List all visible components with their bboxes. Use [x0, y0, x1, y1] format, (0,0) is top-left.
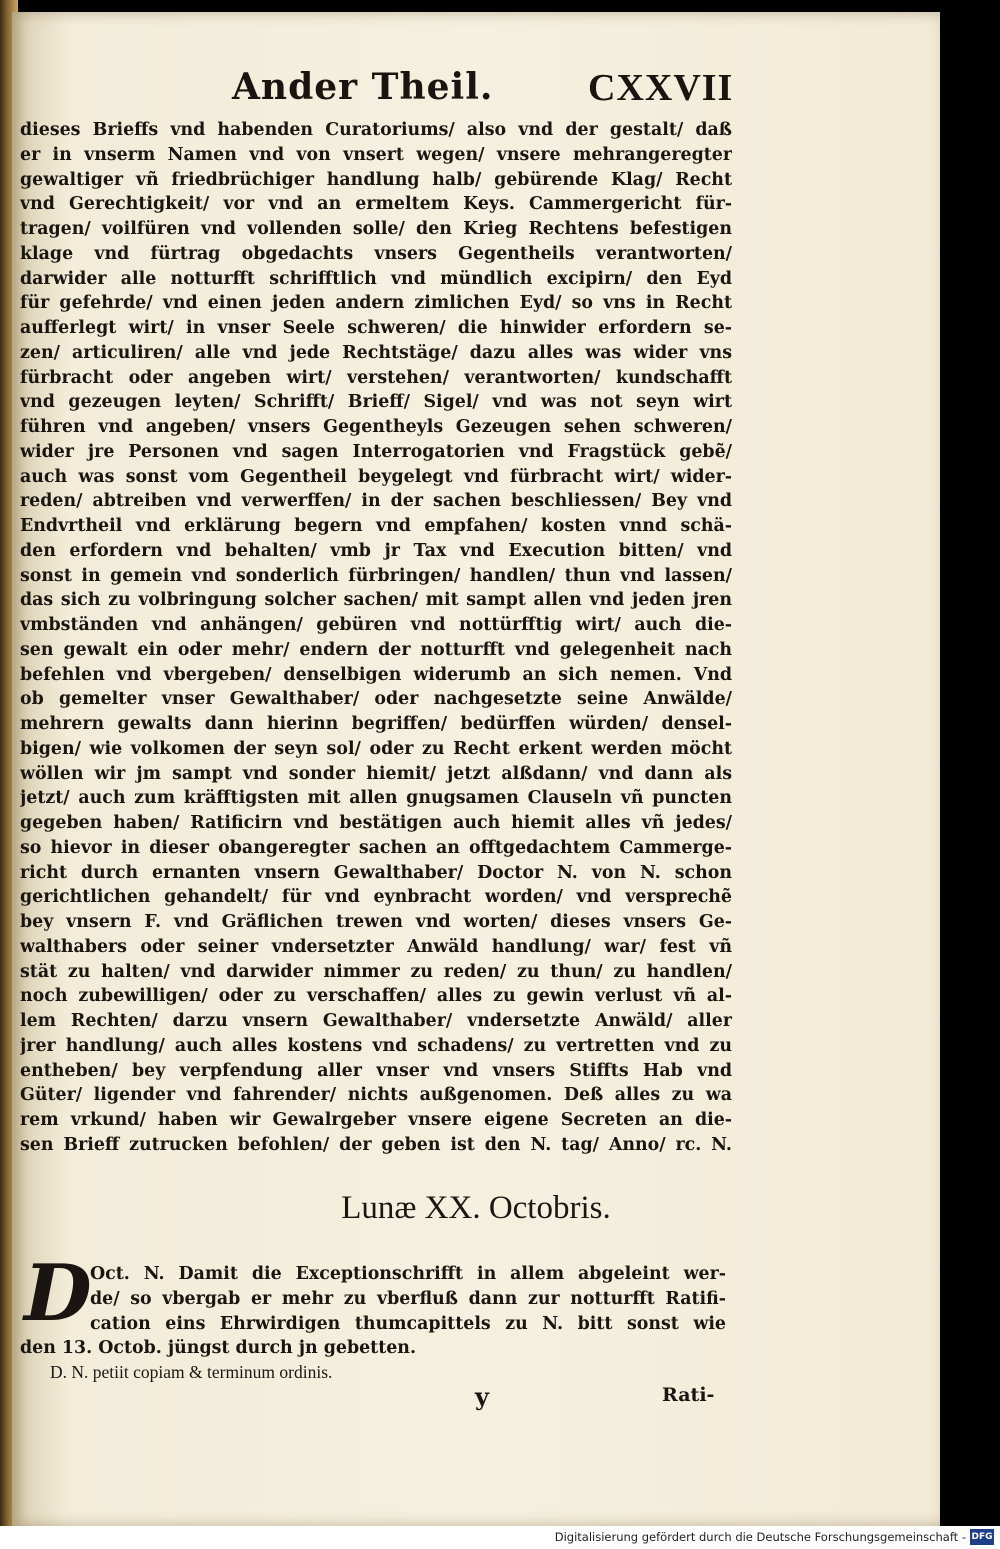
text-line: klage vnd fürtrag obgedachts vnsers Gegentheils verantworten/	[20, 243, 732, 264]
text-line: vmbständen vnd anhängen/ gebüren vnd nottürfftig wirt/ auch die-	[20, 615, 732, 635]
text-line: jrer handlung/ auch alles kostens vnd schadens/ zu vertretten vnd zu	[20, 1035, 732, 1056]
text-line: sen gewalt ein oder mehr/ endern der notturfft vnd gelegenheit nach	[20, 639, 732, 660]
text-line: noch zubewilligen/ oder zu verschaffen/ alles zu gewin verlust vñ al-	[20, 986, 732, 1007]
text-line: entheben/ bey verpfendung aller vnser vnd vnsers Stiffts Hab vnd	[20, 1060, 732, 1081]
footer-credit: Digitalisierung gefördert durch die Deutsche Forschungsgemeinschaft -	[554, 1530, 966, 1544]
text-line: darwider alle notturfft schrifftlich vnd mündlich excipirn/ den Eyd	[20, 268, 732, 289]
text-line: er in vnserm Namen vnd von vnsert wegen/ vnsere mehrangeregter	[20, 144, 732, 165]
text-line: gewaltiger vñ friedbrüchiger handlung halb/ gebürende Klag/ Recht	[20, 169, 732, 190]
footer-bar	[0, 1526, 1000, 1549]
text-line: bigen/ wie volkomen der seyn sol/ oder zu Recht erkent werden möcht	[20, 738, 732, 759]
text-line: sen Brieff zutrucken befohlen/ der geben ist den N. tag/ Anno/ rc. N.	[20, 1134, 732, 1155]
text-line: zen/ articuliren/ alle vnd jede Rechtstäge/ dazu alles was wider vns	[20, 342, 732, 363]
body-text	[20, 118, 732, 1158]
text-line: führen vnd angeben/ vnsers Gegentheyls Gezeugen sehen schweren/	[20, 417, 732, 437]
text-line: den 13. Octob. jüngst durch jn gebetten.	[20, 1338, 417, 1359]
text-line: den erfordern vnd behalten/ vmb jr Tax vnd Execution bitten/ vnd	[20, 540, 732, 561]
text-line: fürbracht oder angeben wirt/ verstehen/ verantworten/ kundschafft	[20, 367, 732, 388]
text-line: cation eins Ehrwirdigen thumcapittels zu N. bitt sonst wie	[90, 1313, 726, 1334]
folio-number: CXXVII	[588, 67, 734, 109]
text-line: gerichtlichen gehandelt/ für vnd eynbracht worden/ vnd versprechẽ	[20, 887, 732, 908]
text-line: Oct. N. Damit die Exceptionschrifft in allem abgeleint wer-	[90, 1264, 726, 1284]
text-line: aufferlegt wirt/ in vnser Seele schweren/ die hinwider erfordern se-	[20, 318, 732, 338]
text-line: richt durch ernanten vnsern Gewalthaber/ Doctor N. von N. schon	[20, 862, 732, 883]
text-line: bey vnsern F. vnd Gräflichen trewen vnd worten/ dieses vnsers Ge-	[20, 912, 732, 932]
text-line: tragen/ voilfüren vnd vollenden solle/ den Krieg Rechtens befestigen	[20, 219, 732, 239]
text-line: Güter/ ligender vnd fahrender/ nichts außgenomen. Deß alles zu wa	[20, 1085, 732, 1106]
text-line: vnd Gerechtigkeit/ vor vnd an ermeltem Keys. Cammergericht für-	[20, 194, 732, 215]
text-line: dieses Brieffs vnd habenden Curatoriums/ also vnd der gestalt/ daß	[20, 120, 732, 140]
text-line: wöllen wir jm sampt vnd sonder hiemit/ jetzt alßdann/ vnd dann als	[20, 763, 732, 784]
text-line: de/ so vbergab er mehr zu vberfluß dann zur notturfft Ratifi-	[90, 1288, 726, 1309]
text-line: rem vrkund/ haben wir Gewalrgeber vnsere eigene Secreten an die-	[20, 1110, 732, 1130]
text-line: jetzt/ auch zum kräfftigsten mit allen gnugsamen Clauseln vñ puncten	[20, 788, 732, 809]
marginal-note: D. N. petiit copiam & terminum ordinis.	[50, 1362, 333, 1382]
text-line: sonst in gemein vnd sonderlich fürbringen/ handlen/ thun vnd lassen/	[20, 565, 732, 586]
running-title: Ander Theil.	[232, 66, 494, 108]
text-line: vnd gezeugen leyten/ Schrifft/ Brieff/ Sigel/ vnd was not seyn wirt	[20, 392, 732, 413]
text-line: befehlen vnd vbergeben/ denselbigen widerumb an sich nemen. Vnd	[20, 664, 732, 685]
signature-mark: y	[475, 1382, 489, 1411]
text-line: walthabers oder seiner vndersetzter Anwäld handlung/ war/ fest vñ	[20, 936, 732, 957]
text-line: ob gemelter vnser Gewalthaber/ oder nachgesetzte seine Anwälde/	[20, 689, 732, 710]
dfg-logo-icon: DFG	[970, 1529, 994, 1545]
text-line: für gefehrde/ vnd einen jeden andern zimlichen Eyd/ so vns in Recht	[20, 293, 732, 314]
catchword: Rati-	[662, 1384, 715, 1406]
text-line: stät zu halten/ vnd darwider nimmer zu reden/ zu thun/ zu handlen/	[20, 961, 732, 982]
text-line: mehrern gewalts dann hierinn begriffen/ bedürffen würden/ densel-	[20, 714, 732, 734]
text-line: so hievor in dieser obangeregter sachen an offtgedachtem Cammerge-	[20, 837, 732, 858]
text-line: reden/ abtreiben vnd verwerffen/ in der sachen beschliessen/ Bey vnd	[20, 491, 732, 512]
text-line: wider jre Personen vnd sagen Interrogatorien vnd Fragstück gebẽ/	[20, 441, 732, 462]
text-line: auch was sonst vom Gegentheil beygelegt vnd fürbracht wirt/ wider-	[20, 466, 732, 487]
decorated-initial: D	[24, 1248, 92, 1339]
second-paragraph	[20, 1262, 726, 1361]
text-line: Endvrtheil vnd erklärung begern vnd empfahen/ kosten vnnd schä-	[20, 516, 732, 536]
scan-background	[940, 12, 1000, 1526]
text-line: lem Rechten/ darzu vnsern Gewalthaber/ vndersetzte Anwäld/ aller	[20, 1011, 732, 1031]
text-line: das sich zu volbringung solcher sachen/ mit sampt allen vnd jeden jren	[20, 590, 732, 611]
text-line: gegeben haben/ Ratificirn vnd bestätigen auch hiemit alles vñ jedes/	[20, 813, 732, 833]
section-heading: Lunæ XX. Octobris.	[341, 1190, 611, 1226]
